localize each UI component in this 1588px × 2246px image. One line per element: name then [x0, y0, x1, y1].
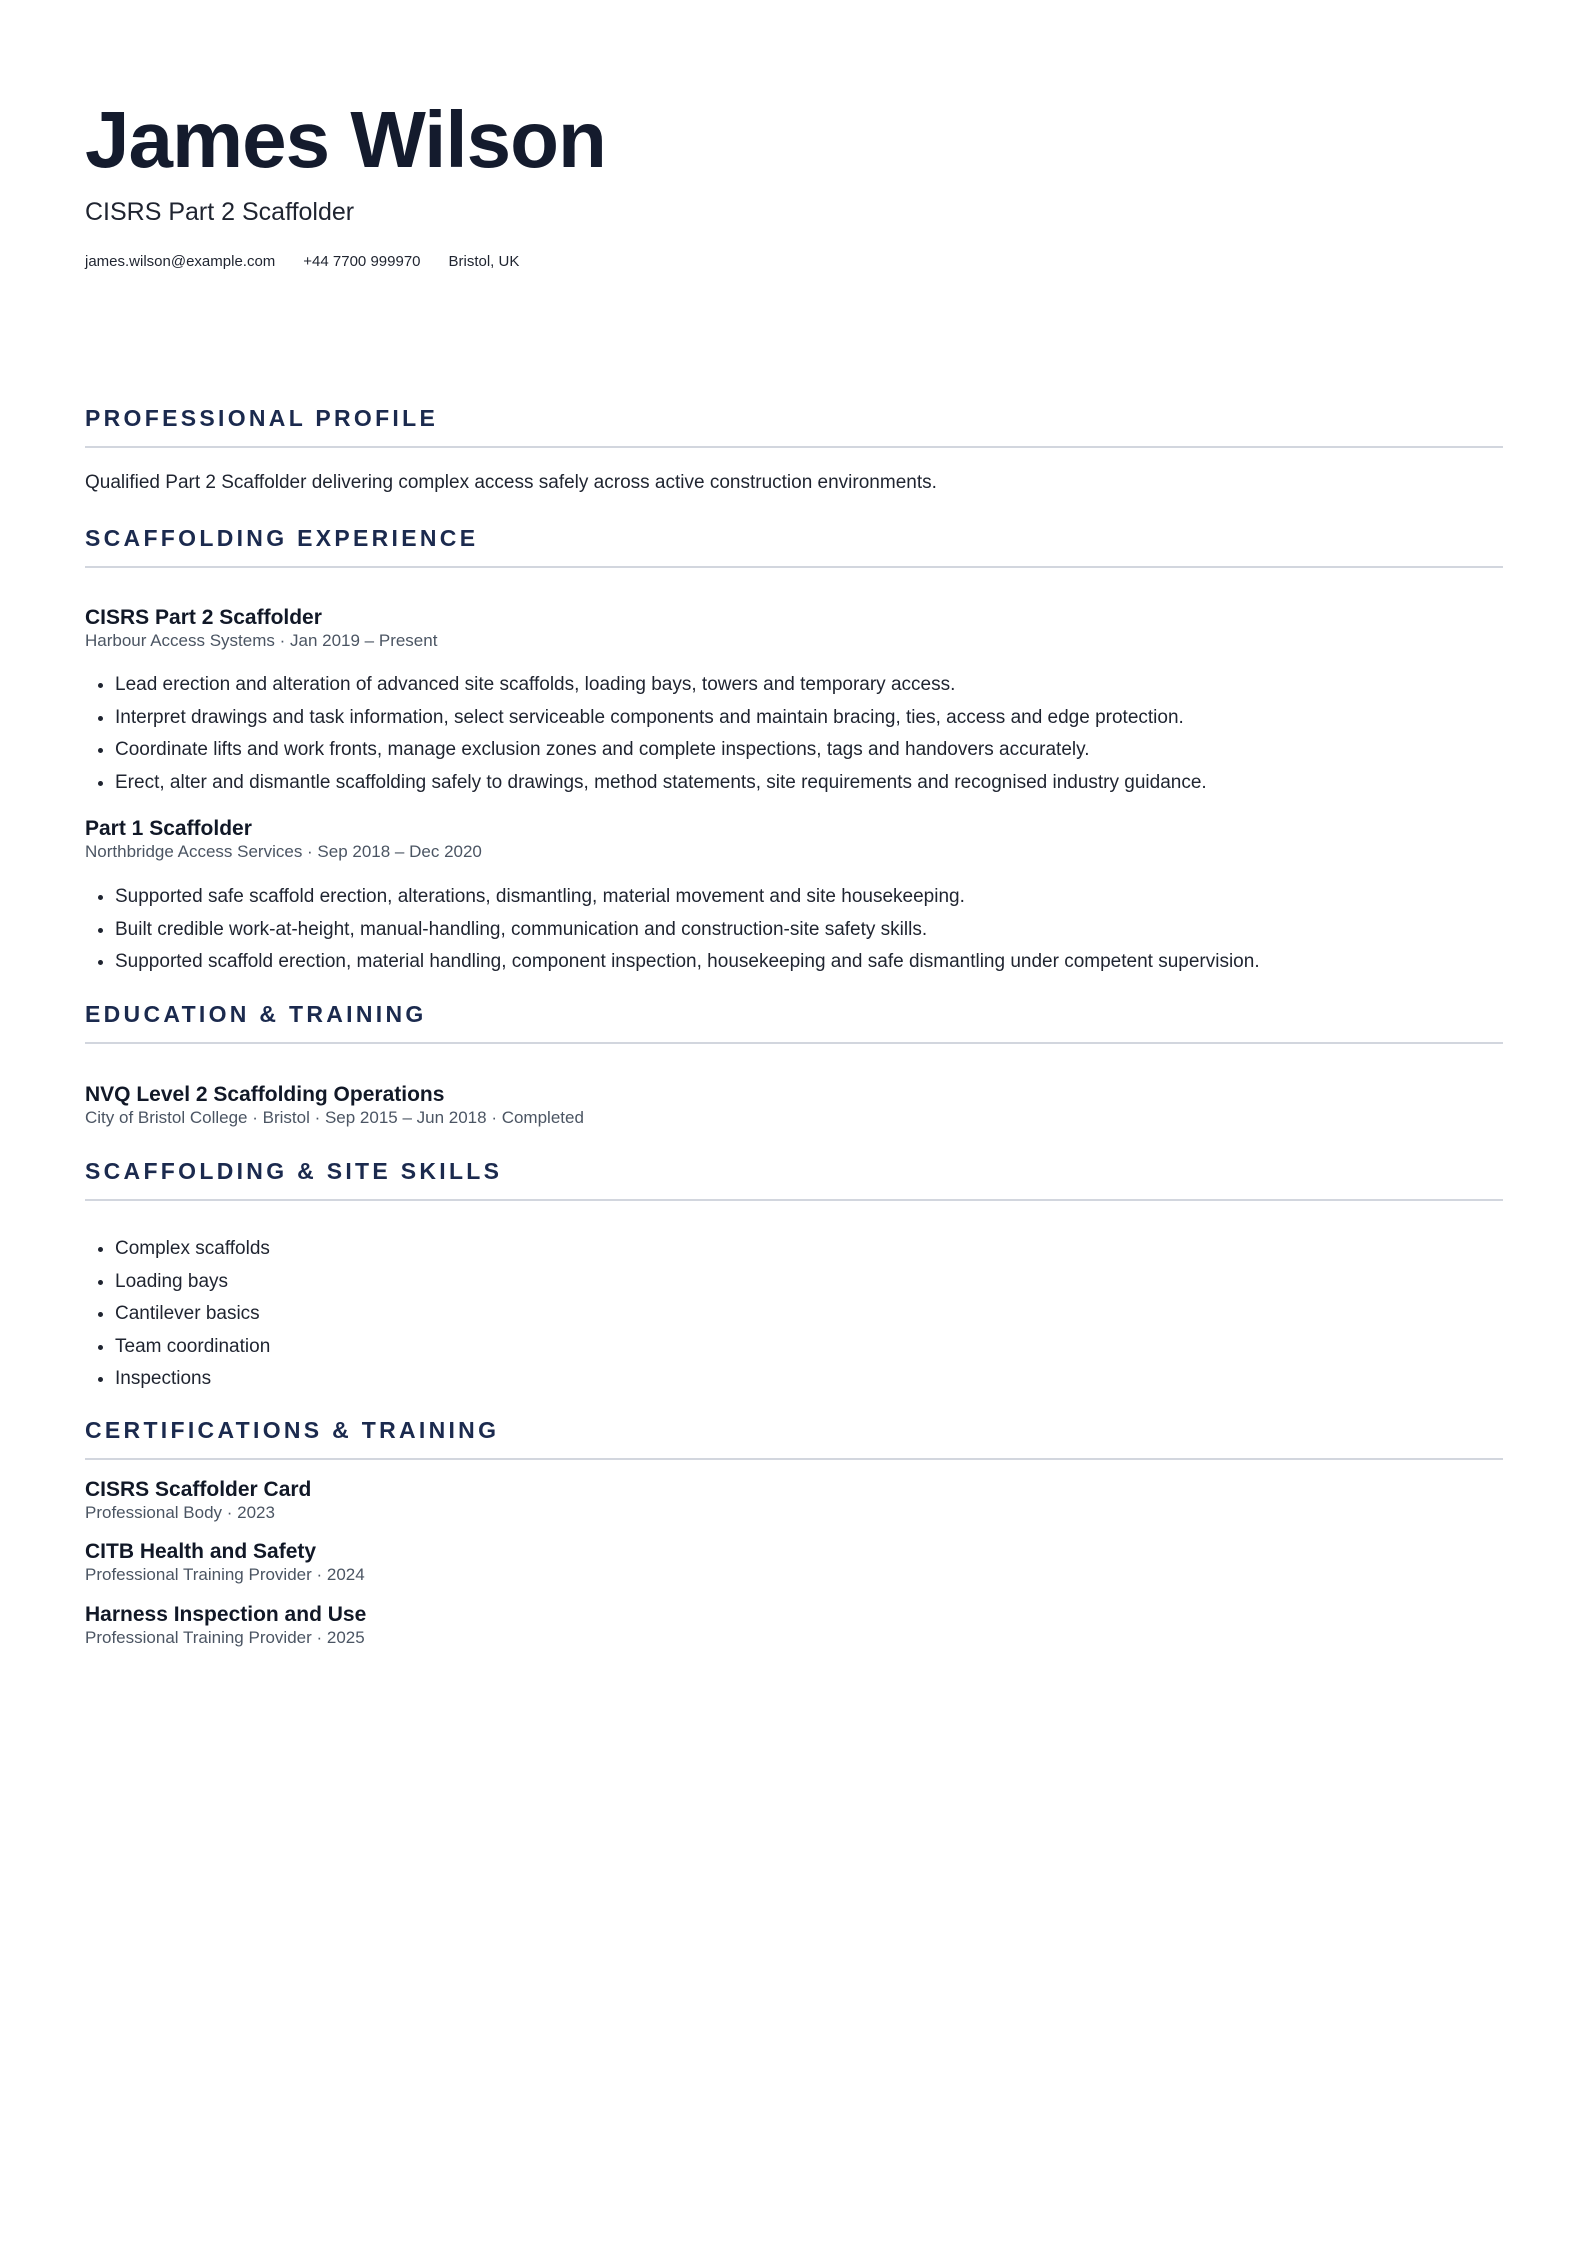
- education-meta: City of Bristol College · Bristol · Sep 2015 – Jun 2018 · Completed: [85, 1108, 584, 1127]
- section-heading-certifications: [85, 1416, 1503, 1460]
- certification-meta: Professional Body · 2023: [85, 1503, 275, 1522]
- list-item: • Interpret drawings and task information, select serviceable components and maintain bracing, ties, access and edge protection.: [115, 702, 1495, 735]
- list-item: • Coordinate lifts and work fronts, manage exclusion zones and complete inspections, tags and handovers accurately.: [115, 734, 1495, 767]
- list-item: • Complex scaffolds: [115, 1233, 1495, 1266]
- candidate-name: James Wilson: [85, 95, 606, 184]
- section-heading-text: EDUCATION & TRAINING: [85, 1001, 427, 1027]
- section-heading-education: [85, 1000, 1503, 1044]
- list-item: • Lead erection and alteration of advanced site scaffolds, loading bays, towers and temporary access.: [115, 669, 1495, 702]
- section-heading-text: SCAFFOLDING EXPERIENCE: [85, 525, 479, 551]
- section-heading-profile: [85, 404, 1503, 448]
- certification-title: Harness Inspection and Use: [85, 1603, 367, 1626]
- list-item: • Cantilever basics: [115, 1298, 1495, 1331]
- list-item: • Erect, alter and dismantle scaffolding safely to drawings, method statements, site requirements and recognised industry guidance.: [115, 767, 1495, 800]
- section-heading-skills: [85, 1157, 1503, 1201]
- list-item: • Built credible work-at-height, manual-handling, communication and construction-site safety skills.: [115, 914, 1495, 947]
- profile-summary: Qualified Part 2 Scaffolder delivering complex access safely across active construction environments.: [85, 472, 937, 493]
- section-heading-text: SCAFFOLDING & SITE SKILLS: [85, 1158, 503, 1184]
- skills-list: [85, 1233, 1495, 1396]
- contact-info: [85, 252, 519, 272]
- contact-email[interactable]: james.wilson@example.com: [85, 253, 276, 270]
- job-meta: Harbour Access Systems · Jan 2019 – Present: [85, 631, 438, 650]
- job-bullets: [85, 881, 1495, 979]
- list-item: • Team coordination: [115, 1331, 1495, 1364]
- job-meta: Northbridge Access Services · Sep 2018 – Dec 2020: [85, 842, 482, 861]
- education-title: NVQ Level 2 Scaffolding Operations: [85, 1083, 445, 1106]
- section-heading-text: PROFESSIONAL PROFILE: [85, 405, 439, 431]
- certification-title: CITB Health and Safety: [85, 1540, 317, 1563]
- certification-title: CISRS Scaffolder Card: [85, 1478, 312, 1501]
- job-bullets: [85, 669, 1495, 799]
- list-item: • Supported safe scaffold erection, alterations, dismantling, material movement and site housekeeping.: [115, 881, 1495, 914]
- candidate-title: CISRS Part 2 Scaffolder: [85, 198, 355, 226]
- list-item: • Inspections: [115, 1363, 1495, 1396]
- job-title: Part 1 Scaffolder: [85, 817, 252, 840]
- list-item: • Loading bays: [115, 1266, 1495, 1299]
- certification-meta: Professional Training Provider · 2024: [85, 1565, 365, 1584]
- contact-phone[interactable]: +44 7700 999970: [303, 253, 421, 270]
- section-heading-text: CERTIFICATIONS & TRAINING: [85, 1417, 500, 1443]
- section-heading-experience: [85, 524, 1503, 568]
- list-item: • Supported scaffold erection, material handling, component inspection, housekeeping and safe dismantling under competent supervision.: [115, 946, 1495, 979]
- certification-meta: Professional Training Provider · 2025: [85, 1628, 365, 1647]
- job-title: CISRS Part 2 Scaffolder: [85, 606, 322, 629]
- contact-location: Bristol, UK: [448, 253, 520, 270]
